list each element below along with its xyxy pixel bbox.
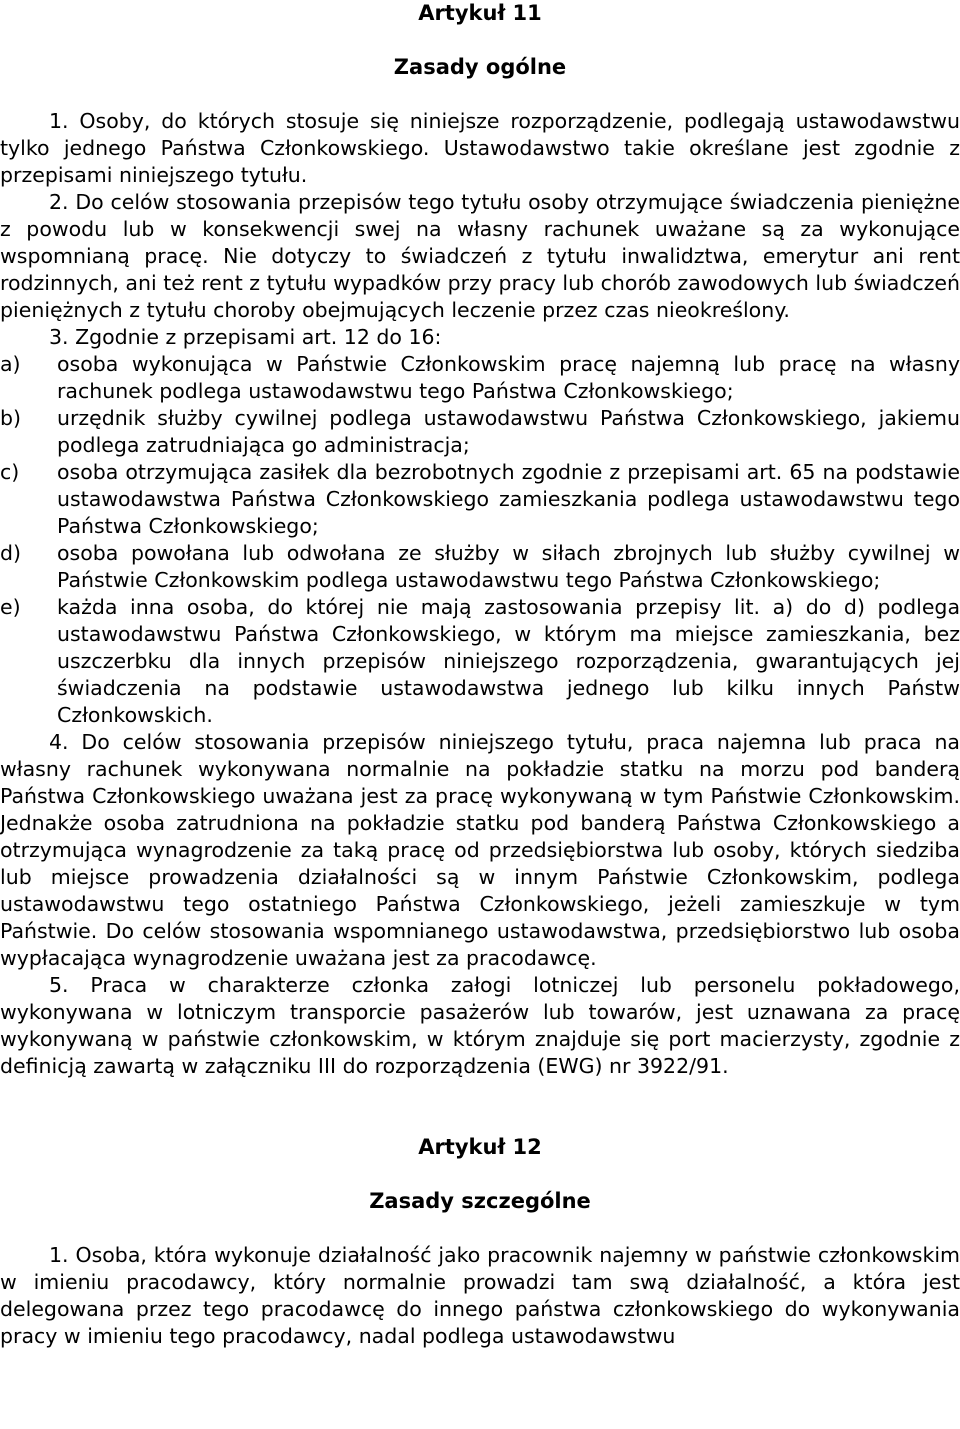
list-item-text: każda inna osoba, do której nie mają zastosowania przepisy lit. a) do d) podlega ustawodawstwu Państwa Członkowskiego, w którym ma miejsce zamieszkania, bez uszczerbku dla innych przepisów niniejszego rozporządzenia, gwarantujących jej świadczenia na podstawie ustawodawstwa jednego lub kilku innych Państw Członkowskich. xyxy=(57,595,960,727)
list-item-letter: b) xyxy=(0,406,22,430)
list-item-letter: a) xyxy=(0,352,21,376)
article-11-subtitle: Zasady ogólne xyxy=(393,55,567,79)
list-item-text: osoba wykonująca w Państwie Członkowskim pracę najemną lub pracę na własny rachunek podlega ustawodawstwu tego Państwa Członkowskiego; xyxy=(57,352,960,403)
spacer xyxy=(0,27,960,54)
list-item-b xyxy=(0,405,960,459)
article-12-title: Artykuł 12 xyxy=(418,1135,542,1159)
spacer xyxy=(0,1080,960,1134)
list-item-text: osoba powołana lub odwołana ze służby w siłach zbrojnych lub służby cywilnej w Państwie Członkowskim podlega ustawodawstwu tego Państwa Członkowskiego; xyxy=(57,541,960,592)
list-item-c xyxy=(0,459,960,540)
article-12-paragraph-1: 1. Osoba, która wykonuje działalność jako pracownik najemny w państwie członkowskim w imieniu pracodawcy, który normalnie prowadzi tam swą działalność, a która jest delegowana przez tego pracodawcę do innego państwa członkowskiego do wykonywania pracy w imieniu tego pracodawcy, nadal podlega ustawodawstwu xyxy=(0,1243,960,1348)
list-item-d xyxy=(0,540,960,594)
article-12-subtitle: Zasady szczególne xyxy=(369,1189,591,1213)
list-item-e xyxy=(0,594,960,729)
list-item-a xyxy=(0,351,960,405)
article-11-paragraph-1: 1. Osoby, do których stosuje się niniejsze rozporządzenie, podlegają ustawodawstwu tylko jednego Państwa Członkowskiego. Ustawodawstwo takie określane jest zgodnie z przepisami niniejszego tytułu. xyxy=(0,109,960,187)
list-item-letter: d) xyxy=(0,541,22,565)
article-11-paragraph-2: 2. Do celów stosowania przepisów tego tytułu osoby otrzymujące świadczenia pieniężne z powodu lub w konsekwencji swej na własny rachunek uważane są za wykonujące wspomnianą pracę. Nie dotyczy to świadczeń z tytułu inwalidztwa, emerytur ani rent rodzinnych, ani też rent z tytułu wypadków przy pracy lub chorób zawodowych lub świadczeń pieniężnych z tytułu choroby obejmujących leczenie przez czas nieokreślony. xyxy=(0,190,960,322)
article-11-title: Artykuł 11 xyxy=(418,1,542,25)
list-item-text: osoba otrzymująca zasiłek dla bezrobotnych zgodnie z przepisami art. 65 na podstawie ustawodawstwa Państwa Członkowskiego zamieszkania podlega ustawodawstwu tego Państwa Członkowskiego; xyxy=(57,460,960,538)
article-11-paragraph-5: 5. Praca w charakterze członka załogi lotniczej lub personelu pokładowego, wykonywana w lotniczym transporcie pasażerów lub towarów, jest uznawana za pracę wykonywaną w państwie członkowskim, w którym znajduje się port macierzysty, zgodnie z definicją zawartą w załączniku III do rozporządzenia (EWG) nr 3922/91. xyxy=(0,973,960,1078)
list-item-letter: c) xyxy=(0,460,20,484)
list-item-letter: e) xyxy=(0,595,21,619)
list-item-text: urzędnik służby cywilnej podlega ustawodawstwu Państwa Członkowskiego, jakiemu podlega zatrudniająca go administracja; xyxy=(57,406,960,457)
spacer xyxy=(0,1215,960,1242)
article-11-paragraph-4: 4. Do celów stosowania przepisów niniejszego tytułu, praca najemna lub praca na własny rachunek wykonywana normalnie na pokładzie statku na morzu pod banderą Państwa Członkowskiego uważana jest za pracę wykonywaną w tym Państwie Członkowskim. Jednakże osoba zatrudniona na pokładzie statku pod banderą Państwa Członkowskiego a otrzymująca wynagrodzenie za taką pracę od przedsiębiorstwa lub osoby, których siedziba lub miejsce prowadzenia działalności są w innym Państwie Członkowskim, podlega ustawodawstwu tego ostatniego Państwa Członkowskiego, jeżeli zamieszkuje w tym Państwie. Do celów stosowania wspomnianego ustawodawstwa, przedsiębiorstwo lub osoba wypłacająca wynagrodzenie uważana jest za pracodawcę. xyxy=(0,730,960,970)
article-11-paragraph-3: 3. Zgodnie z przepisami art. 12 do 16: xyxy=(49,325,442,349)
spacer xyxy=(0,81,960,108)
spacer xyxy=(0,1161,960,1188)
